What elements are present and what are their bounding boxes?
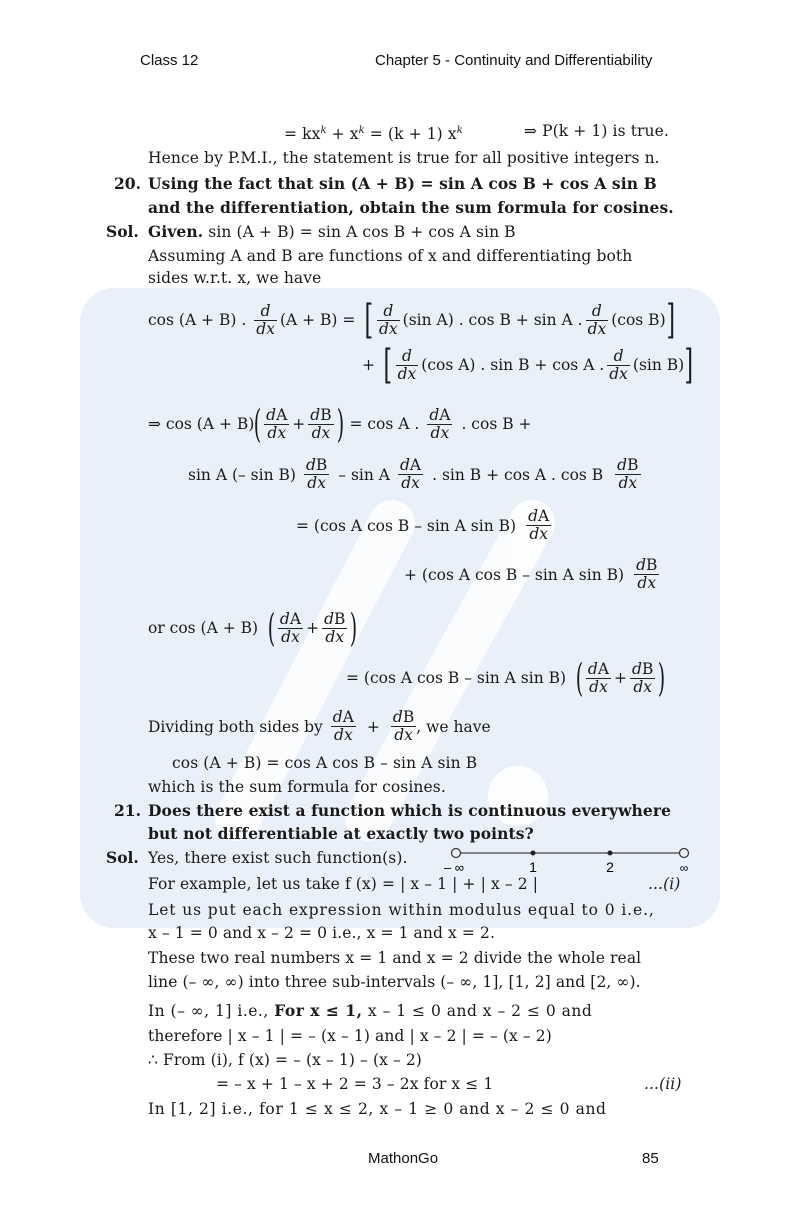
solution-label-20: Sol.	[106, 222, 139, 241]
subintervals-line-2: line (– ∞, ∞) into three sub-intervals (– ∞, 1], [1, 2] and [2, ∞).	[148, 973, 641, 991]
assumption-line-2: sides w.r.t. x, we have	[148, 269, 322, 287]
label-2: 2	[606, 859, 614, 875]
interval-2-case: In [1, 2] i.e., for 1 ≤ x ≤ 2, x – 1 ≥ 0 and x – 2 ≤ 0 and	[148, 1100, 607, 1118]
example-function: For example, let us take f (x) = | x – 1 | + | x – 2 |	[148, 875, 539, 893]
given-line: Given. sin (A + B) = sin A cos B + cos A sin B	[148, 222, 516, 241]
pmi-statement: Hence by P.M.I., the statement is true for all positive integers n.	[148, 149, 660, 167]
conclusion-line: which is the sum formula for cosines.	[148, 778, 446, 796]
assumption-line-1: Assuming A and B are functions of x and differentiating both	[148, 247, 633, 265]
equation-implies: ⇒ cos (A + B) ( $\frac{dA}{dx}$ + $\frac{dB}{dx}$ ) = cos A . $\frac{dA}{dx}$ . cos B +	[148, 402, 532, 446]
equation-or: or cos (A + B) ( $\frac{dA}{dx}$ + $\frac{dB}{dx}$ )	[148, 606, 358, 650]
equation-expand: sin A (– sin B) $\frac{dB}{dx}$ – sin A $\frac{dA}{dx}$ . sin B + cos A . cos B $\frac{dB}{dx}$	[188, 456, 639, 492]
open-point-neg-infinity	[452, 849, 461, 858]
equation-differentiate: cos (A + B) . $\frac{d}{dx}$ (A + B) = [ $\frac{d}{dx}$ (sin A) . cos B + sin A . $\frac{d}{dx}$ (cos B) ]	[148, 297, 675, 343]
modulus-zero-line: Let us put each expression within modulus equal to 0 i.e.,	[148, 901, 655, 919]
equation-tag-ii: ...(ii)	[644, 1075, 682, 1093]
point-2	[608, 851, 613, 856]
open-point-infinity	[680, 849, 689, 858]
number-line-diagram	[443, 844, 693, 876]
question-21-line-2: but not differentiable at exactly two points?	[148, 824, 534, 843]
equation-factored: = (cos A cos B – sin A sin B) ( $\frac{dA}{dx}$ + $\frac{dB}{dx}$ )	[346, 656, 666, 700]
question-21-line-1: Does there exist a function which is continuous everywhere	[148, 801, 672, 820]
page-number: 85	[642, 1150, 659, 1167]
question-number-20: 20.	[114, 174, 141, 193]
footer-brand: MathonGo	[368, 1150, 439, 1167]
label-neg-infinity: – ∞	[443, 860, 465, 875]
dividing-line: Dividing both sides by $\frac{dA}{dx}$ + $\frac{dB}{dx}$ , we have	[148, 708, 491, 744]
header-class: Class 12	[140, 52, 199, 69]
cosine-sum-formula: cos (A + B) = cos A cos B – sin A sin B	[172, 754, 478, 772]
solution-21-intro: Yes, there exist such function(s).	[148, 849, 408, 867]
question-20-line-2: and the differentiation, obtain the sum formula for cosines.	[148, 198, 674, 217]
interval-1-case: In (– ∞, 1] i.e., For x ≤ 1, x – 1 ≤ 0 and x – 2 ≤ 0 and	[148, 1001, 593, 1020]
equation-group-da: = (cos A cos B – sin A sin B) $\frac{dA}{dx}$	[296, 507, 550, 543]
label-infinity: ∞	[679, 861, 689, 875]
equation-group-db: + (cos A cos B – sin A sin B) $\frac{dB}{dx}$	[404, 556, 658, 592]
question-20-line-1: Using the fact that sin (A + B) = sin A cos B + cos A sin B	[148, 174, 657, 193]
point-1	[531, 851, 536, 856]
induction-step: = $kx^k + x^k = (k + 1)$ $x^k$	[284, 125, 463, 144]
equation-tag-i: ...(i)	[648, 875, 681, 893]
subintervals-line-1: These two real numbers x = 1 and x = 2 divide the whole real	[148, 949, 642, 967]
interval-1-from-i: ∴ From (i), f (x) = – (x – 1) – (x – 2)	[148, 1051, 422, 1069]
solution-label-21: Sol.	[106, 848, 139, 867]
interval-1-modulus: therefore | x – 1 | = – (x – 1) and | x – 2 | = – (x – 2)	[148, 1027, 552, 1045]
question-number-21: 21.	[114, 801, 141, 820]
label-1: 1	[529, 859, 537, 875]
induction-conclusion: ⇒ P(k + 1) is true.	[524, 122, 669, 140]
critical-points-line: x – 1 = 0 and x – 2 = 0 i.e., x = 1 and x = 2.	[148, 924, 495, 942]
interval-1-simplified: = – x + 1 – x + 2 = 3 – 2x for x ≤ 1	[216, 1075, 494, 1093]
header-chapter: Chapter 5 - Continuity and Differentiability	[375, 52, 653, 69]
equation-differentiate-cont: + [ $\frac{d}{dx}$ (cos A) . sin B + cos A . $\frac{d}{dx}$ (sin B) ]	[362, 342, 694, 388]
